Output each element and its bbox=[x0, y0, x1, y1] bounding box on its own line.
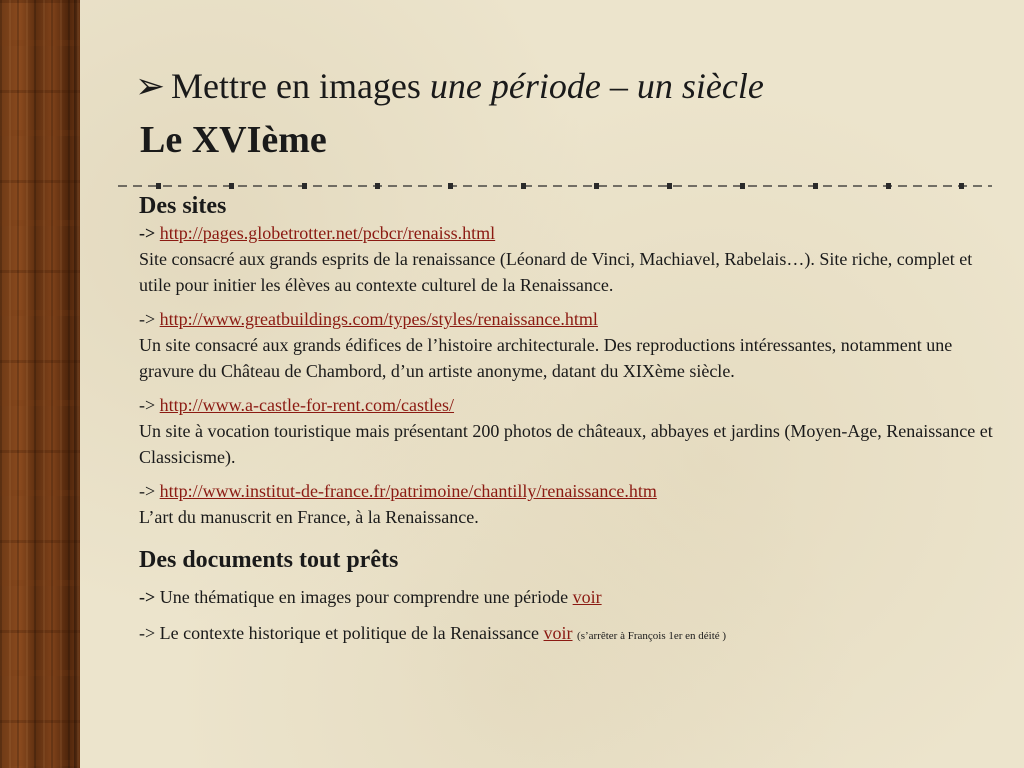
arrow-prefix: -> bbox=[139, 395, 156, 415]
document-item bbox=[139, 620, 999, 649]
sites-heading: Des sites bbox=[139, 193, 227, 219]
site-entry bbox=[139, 306, 999, 384]
arrow-prefix: -> bbox=[139, 587, 156, 607]
document-item bbox=[139, 584, 999, 610]
divider-dot bbox=[594, 183, 599, 189]
title-normal-text: Mettre en images bbox=[171, 66, 430, 106]
site-link[interactable]: http://pages.globetrotter.net/pcbcr/renaiss.html bbox=[159, 223, 496, 243]
slide-content bbox=[139, 192, 999, 649]
site-link[interactable]: http://www.institut-de-france.fr/patrimoine/chantilly/renaissance.htm bbox=[159, 481, 657, 501]
divider-dot bbox=[448, 183, 453, 189]
divider-dot bbox=[375, 183, 380, 189]
site-description: Site consacré aux grands esprits de la renaissance (Léonard de Vinci, Machiavel, Rabelais…). Site riche, complet et utile pour initier les élèves au contexte culturel de la Renaissance. bbox=[139, 249, 973, 295]
divider-dot bbox=[156, 183, 161, 189]
site-entry bbox=[139, 392, 999, 470]
divider-dot bbox=[959, 183, 964, 189]
documents-heading: Des documents tout prêts bbox=[139, 547, 399, 573]
divider-dot bbox=[740, 183, 745, 189]
slide-subtitle: Le XVIème bbox=[140, 119, 327, 161]
arrow-prefix: -> bbox=[139, 223, 156, 243]
site-description: Un site consacré aux grands édifices de l’histoire architecturale. Des reproductions intéressantes, notamment une gravure du Château de Chambord, d’un artiste anonyme, datant du XIXème siècle. bbox=[139, 335, 953, 381]
voir-link[interactable]: voir bbox=[572, 587, 602, 607]
site-description: L’art du manuscrit en France, à la Renaissance. bbox=[139, 507, 479, 527]
divider-dot bbox=[886, 183, 891, 189]
site-entry bbox=[139, 220, 999, 298]
divider-dot bbox=[302, 183, 307, 189]
divider-dot bbox=[813, 183, 818, 189]
site-description: Un site à vocation touristique mais présentant 200 photos de châteaux, abbayes et jardins (Moyen-Age, Renaissance et Classicisme). bbox=[139, 421, 993, 467]
divider-dot bbox=[229, 183, 234, 189]
document-text: Le contexte historique et politique de la Renaissance bbox=[159, 623, 544, 643]
arrow-prefix: -> bbox=[139, 309, 156, 329]
document-note: (s’arrêter à François 1er en déité ) bbox=[577, 630, 727, 642]
dotted-divider bbox=[118, 180, 992, 192]
voir-link[interactable]: voir bbox=[543, 623, 573, 643]
arrow-prefix: -> bbox=[139, 623, 156, 643]
divider-dot bbox=[521, 183, 526, 189]
documents-section bbox=[139, 546, 999, 649]
arrow-prefix: -> bbox=[139, 481, 156, 501]
site-link[interactable]: http://www.greatbuildings.com/types/styles/renaissance.html bbox=[159, 309, 598, 329]
slide-title bbox=[135, 62, 764, 110]
arrow-bullet-icon: ➢ bbox=[135, 66, 166, 106]
site-entry bbox=[139, 478, 999, 530]
wood-border bbox=[0, 0, 80, 768]
title-italic-text: une période – un siècle bbox=[429, 66, 764, 106]
divider-dot bbox=[667, 183, 672, 189]
site-link[interactable]: http://www.a-castle-for-rent.com/castles/ bbox=[159, 395, 455, 415]
document-text: Une thématique en images pour comprendre une période bbox=[159, 587, 573, 607]
